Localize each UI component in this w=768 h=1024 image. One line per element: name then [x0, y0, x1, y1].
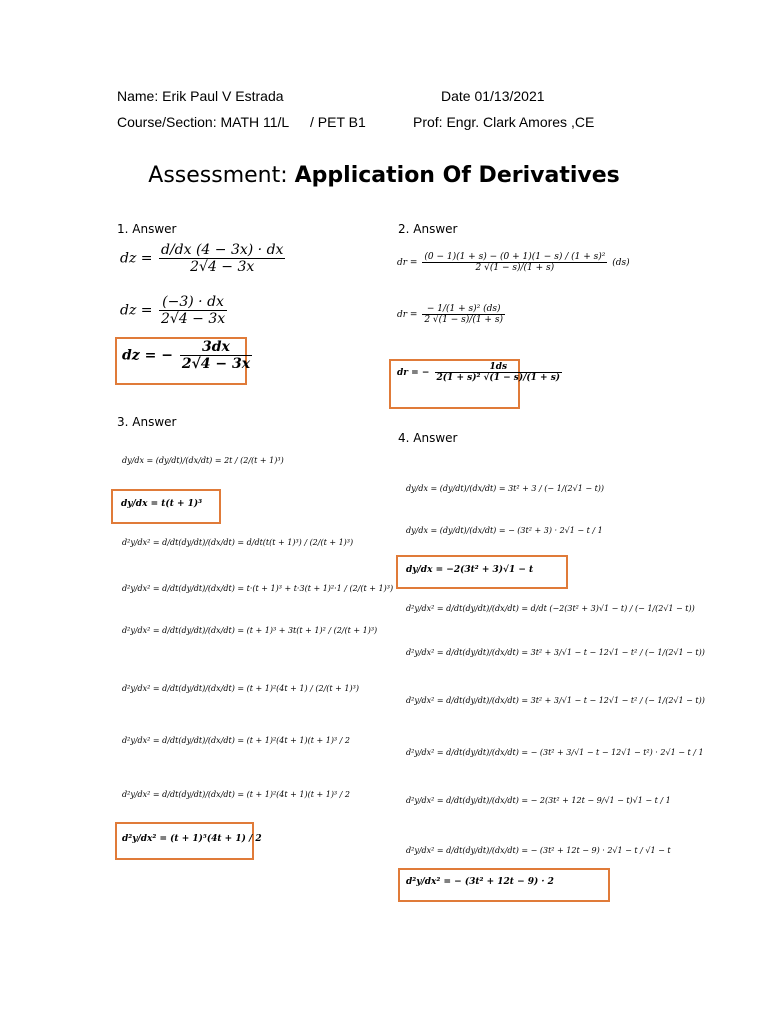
answer-4-line: d²y/dx² = d/dt(dy/dt)/(dx/dt) = 3t² + 3/√1 − t − 12√1 − t² / (− 1/(2√1 − t)) — [406, 648, 705, 657]
a2-l3-frac — [435, 362, 563, 383]
a1-l3-den: 2√4 − 3x — [181, 356, 251, 372]
title-main: Application Of Derivatives — [294, 163, 620, 188]
answer-1-label: 1. Answer — [117, 222, 177, 236]
answer-2-line-1 — [397, 252, 630, 273]
answer-1-line-1 — [120, 242, 287, 275]
answer-3-line: d²y/dx² = (t + 1)⁵(4t + 1) / 2 — [122, 834, 262, 844]
answer-4-line: d²y/dx² = d/dt(dy/dt)/(dx/dt) = − 2(3t² + 12t − 9/√1 − t)√1 − t / 1 — [406, 796, 671, 805]
answer-4-line: dy/dx = (dy/dt)/(dx/dt) = − (3t² + 3) · 2√1 − t / 1 — [406, 526, 603, 535]
answer-4-line: d²y/dx² = d/dt(dy/dt)/(dx/dt) = 3t² + 3/√1 − t − 12√1 − t² / (− 1/(2√1 − t)) — [406, 696, 705, 705]
a2-l2-lhs: dr = — [397, 310, 418, 320]
a1-l3-frac — [180, 339, 252, 372]
a2-l3-num: 1ds — [435, 362, 563, 373]
answer-3-line: dy/dx = t(t + 1)³ — [121, 499, 203, 509]
answer-3-line: d²y/dx² = d/dt(dy/dt)/(dx/dt) = t·(t + 1)³ + t·3(t + 1)²·1 / (2/(t + 1)³) — [122, 584, 394, 593]
a2-l1-tail: (ds) — [612, 258, 630, 268]
a1-l2-den: 2√4 − 3x — [160, 311, 226, 327]
professor: Prof: Engr. Clark Amores ,CE — [413, 114, 595, 130]
page-title — [0, 163, 768, 188]
a1-l1-den: 2√4 − 3x — [190, 259, 255, 275]
date: Date 01/13/2021 — [441, 88, 545, 104]
answer-3-line: dy/dx = (dy/dt)/(dx/dt) = 2t / (2/(t + 1)³) — [122, 456, 284, 465]
a2-l1-den: 2 √(1 − s)/(1 + s) — [475, 263, 555, 273]
a1-l1-frac — [159, 242, 285, 275]
answer-4-label: 4. Answer — [398, 431, 458, 445]
a2-l3-lhs: dr = − — [397, 368, 430, 378]
answer-4-line: dy/dx = −2(3t² + 3)√1 − t — [406, 565, 534, 575]
section-code: / PET B1 — [310, 114, 366, 130]
a1-l2-num: (−3) · dx — [159, 294, 227, 311]
answer-3-line: d²y/dx² = d/dt(dy/dt)/(dx/dt) = (t + 1)³ + 3t(t + 1)² / (2/(t + 1)³) — [122, 626, 378, 635]
answer-3-line: d²y/dx² = d/dt(dy/dt)/(dx/dt) = (t + 1)²(4t + 1) / (2/(t + 1)³) — [122, 684, 359, 693]
a2-l1-num: (0 − 1)(1 + s) − (0 + 1)(1 − s) / (1 + s)² — [424, 252, 606, 262]
a1-l3-lhs: dz = − — [122, 347, 173, 364]
a2-l2-num: − 1/(1 + s)² (ds) — [422, 304, 505, 315]
answer-4-line: d²y/dx² = d/dt(dy/dt)/(dx/dt) = d/dt (−2(3t² + 3)√1 − t) / (− 1/(2√1 − t)) — [406, 604, 695, 613]
answer-2-label: 2. Answer — [398, 222, 458, 236]
answer-2-line-2 — [397, 304, 507, 325]
a1-l3-num: 3dx — [180, 339, 252, 356]
a2-l3-den: 2(1 + s)² √(1 − s)/(1 + s) — [436, 373, 561, 383]
a2-l2-den: 2 √(1 − s)/(1 + s) — [424, 315, 503, 325]
answer-1-line-3 — [122, 339, 254, 372]
student-name: Name: Erik Paul V Estrada — [117, 88, 284, 104]
a2-l2-frac — [422, 304, 505, 325]
answer-4-line: d²y/dx² = d/dt(dy/dt)/(dx/dt) = − (3t² + 3/√1 − t − 12√1 − t²) · 2√1 − t / 1 — [406, 748, 704, 757]
answer-3-line: d²y/dx² = d/dt(dy/dt)/(dx/dt) = d/dt(t(t + 1)³) / (2/(t + 1)³) — [122, 538, 354, 547]
a1-l1-lhs: dz = — [120, 250, 153, 267]
answer-2-line-3 — [397, 362, 564, 383]
a1-l1-num: d/dx (4 − 3x) · dx — [160, 242, 284, 258]
course-section: Course/Section: MATH 11/L — [117, 114, 290, 130]
a1-l2-frac — [159, 294, 227, 327]
title-prefix: Assessment: — [148, 163, 295, 188]
answer-4-line: dy/dx = (dy/dt)/(dx/dt) = 3t² + 3 / (− 1/(2√1 − t)) — [406, 484, 605, 493]
a1-l2-lhs: dz = — [120, 302, 153, 319]
answer-3-line: d²y/dx² = d/dt(dy/dt)/(dx/dt) = (t + 1)²(4t + 1)(t + 1)³ / 2 — [122, 790, 351, 799]
answer-4-line: d²y/dx² = d/dt(dy/dt)/(dx/dt) = − (3t² + 12t − 9) · 2√1 − t / √1 − t — [406, 846, 671, 855]
answer-4-line: d²y/dx² = − (3t² + 12t − 9) · 2 — [406, 877, 554, 887]
a2-l1-frac — [422, 252, 607, 273]
answer-1-line-2 — [120, 294, 229, 327]
answer-3-line: d²y/dx² = d/dt(dy/dt)/(dx/dt) = (t + 1)²(4t + 1)(t + 1)³ / 2 — [122, 736, 351, 745]
a2-l1-lhs: dr = — [397, 258, 418, 268]
answer-3-label: 3. Answer — [117, 415, 177, 429]
